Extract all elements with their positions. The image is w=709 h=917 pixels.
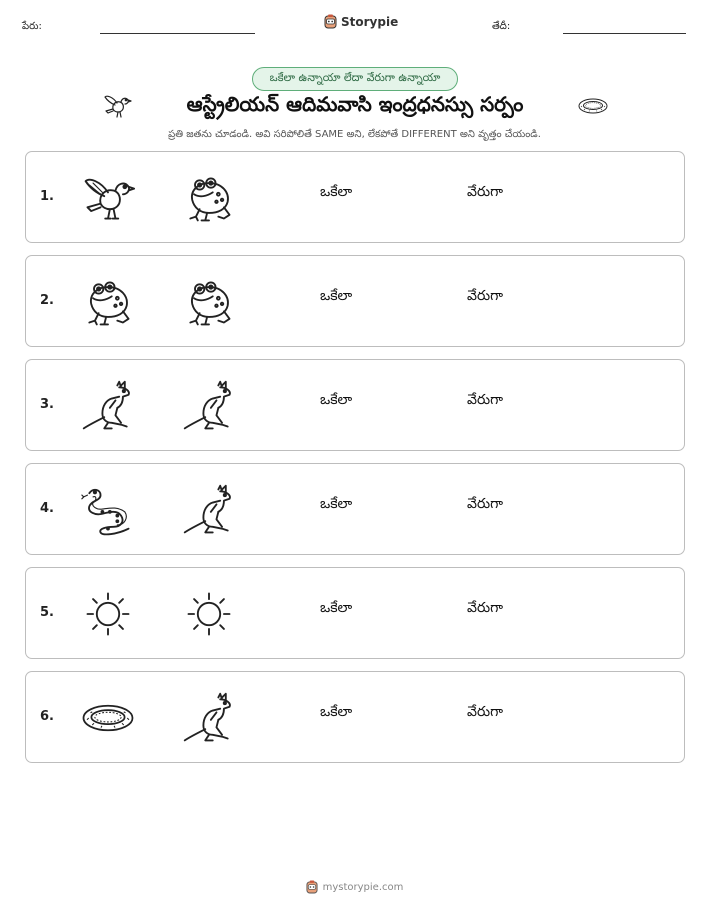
question-row bbox=[25, 255, 685, 347]
sun-icon bbox=[80, 586, 136, 642]
question-row bbox=[25, 671, 685, 763]
brand-name: Storypie bbox=[341, 14, 399, 29]
name-label: పేరు: bbox=[22, 21, 42, 32]
kangaroo-icon bbox=[181, 378, 237, 434]
date-label: తేదీ: bbox=[492, 21, 511, 32]
same-option[interactable]: ఒకేలా bbox=[320, 496, 353, 512]
question-number: 1. bbox=[40, 189, 54, 204]
different-option[interactable]: వేరుగా bbox=[467, 288, 503, 304]
question-number: 5. bbox=[40, 605, 54, 620]
different-option[interactable]: వేరుగా bbox=[467, 392, 503, 408]
snake-icon bbox=[80, 482, 136, 538]
frog-icon bbox=[80, 274, 136, 330]
footer bbox=[0, 880, 709, 894]
storypie-mascot-icon bbox=[306, 880, 318, 894]
storypie-mascot-icon bbox=[324, 14, 337, 29]
same-option[interactable]: ఒకేలా bbox=[320, 704, 353, 720]
frog-icon bbox=[181, 274, 237, 330]
worksheet-type-badge: ఒకేలా ఉన్నాయా లేదా వేరుగా ఉన్నాయా bbox=[252, 67, 458, 91]
date-line[interactable] bbox=[563, 33, 686, 34]
instructions: ప్రతి జతను చూడండి. అవి సరిపోలితే SAME అని, లేకపోతే DIFFERENT అని వృత్తం చేయండి. bbox=[168, 129, 541, 140]
different-option[interactable]: వేరుగా bbox=[467, 704, 503, 720]
waterhole-icon bbox=[80, 690, 136, 746]
same-option[interactable]: ఒకేలా bbox=[320, 288, 353, 304]
title-row bbox=[0, 92, 709, 122]
footer-url[interactable]: mystorypie.com bbox=[322, 881, 404, 893]
page-title: ఆస్ట్రేలియన్ ఆదిమవాసి ఇంద్రధనస్సు సర్పం bbox=[186, 92, 524, 116]
brand-logo bbox=[324, 14, 398, 29]
same-option[interactable]: ఒకేలా bbox=[320, 600, 353, 616]
different-option[interactable]: వేరుగా bbox=[467, 600, 503, 616]
question-number: 2. bbox=[40, 293, 54, 308]
kangaroo-icon bbox=[80, 378, 136, 434]
sun-icon bbox=[181, 586, 237, 642]
different-option[interactable]: వేరుగా bbox=[467, 496, 503, 512]
kangaroo-icon bbox=[181, 690, 237, 746]
waterhole-icon bbox=[577, 95, 609, 117]
bird-icon bbox=[102, 92, 132, 120]
name-line[interactable] bbox=[100, 33, 255, 34]
question-number: 4. bbox=[40, 501, 54, 516]
question-row bbox=[25, 463, 685, 555]
frog-icon bbox=[181, 170, 237, 226]
same-option[interactable]: ఒకేలా bbox=[320, 392, 353, 408]
kangaroo-icon bbox=[181, 482, 237, 538]
question-row bbox=[25, 151, 685, 243]
question-row bbox=[25, 567, 685, 659]
question-row bbox=[25, 359, 685, 451]
different-option[interactable]: వేరుగా bbox=[467, 184, 503, 200]
question-number: 3. bbox=[40, 397, 54, 412]
bird-icon bbox=[80, 170, 136, 226]
question-number: 6. bbox=[40, 709, 54, 724]
same-option[interactable]: ఒకేలా bbox=[320, 184, 353, 200]
